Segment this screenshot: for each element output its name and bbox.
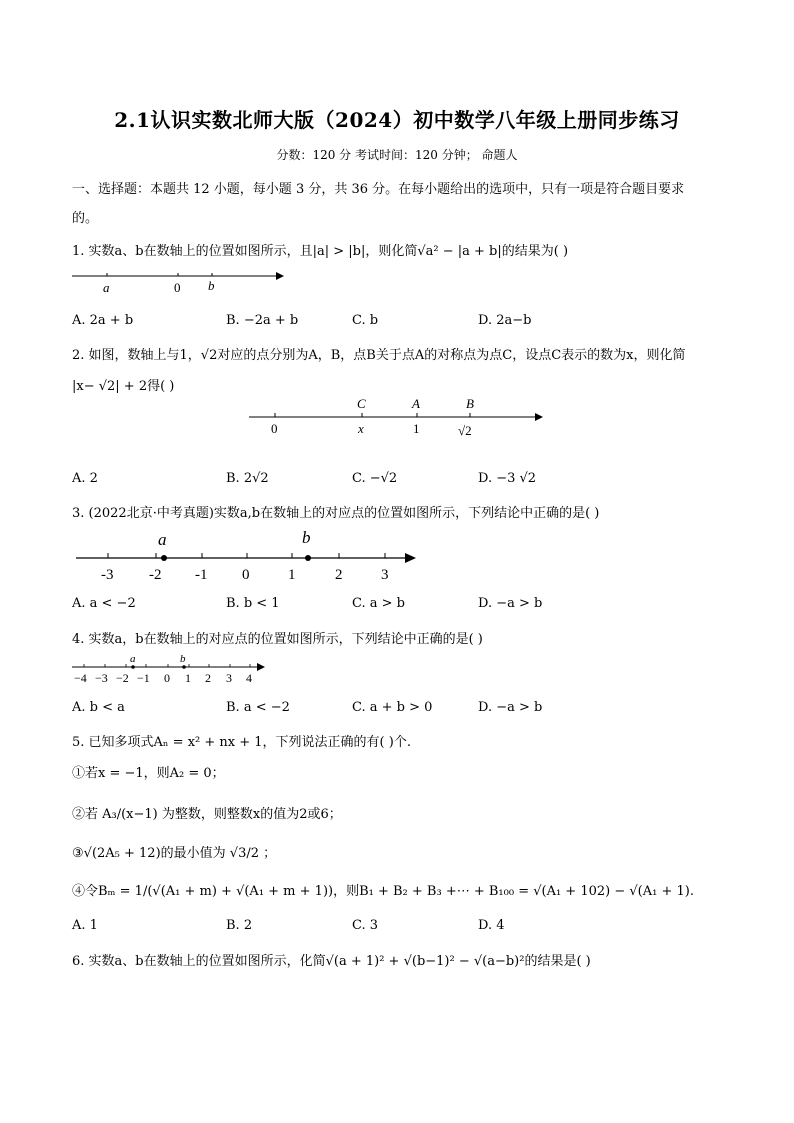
q2-label-zero: 0 [271, 421, 278, 436]
q4-number-line [70, 650, 270, 688]
q4-tick-label: −4 [74, 671, 87, 685]
q4-tick-label: 0 [164, 671, 170, 685]
q3-tick-label: 0 [242, 567, 250, 583]
q1-label-a: a [103, 280, 110, 295]
q3-number-line [72, 525, 422, 587]
q4-option-a: A. b < a [72, 700, 125, 715]
q4-option-d: D. −a > b [478, 700, 543, 715]
question-6-stem: 6. 实数a、b在数轴上的位置如图所示，化简√(a + 1)² + √(b−1)² − √(a−b)²的结果是( ) [72, 954, 591, 969]
question-1-stem: 1. 实数a、b在数轴上的位置如图所示，且|a| > |b|，则化简√a² − |a + b|的结果为( ) [72, 244, 569, 259]
q3-tick-label: 2 [335, 567, 343, 583]
q2-label-sqrt2: √2 [458, 423, 472, 438]
q5-statement-3: ③√(2A₅ + 12)的最小值为 √3/2 ； [72, 846, 277, 861]
q1-number-line [70, 266, 290, 298]
q5-option-b: B. 2 [226, 918, 253, 933]
q1-label-zero: 0 [174, 280, 181, 295]
q5-option-a: A. 1 [72, 918, 98, 933]
q4-tick-label: −1 [137, 671, 150, 685]
page-title: 2.1认识实数北师大版（2024）初中数学八年级上册同步练习 [114, 108, 680, 132]
q4-tick-label: 3 [226, 671, 232, 685]
q4-point-b: b [180, 653, 186, 665]
q2-label-b: B [466, 396, 474, 411]
q2-option-d: D. −3 √2 [478, 471, 537, 486]
q2-option-a: A. 2 [72, 471, 98, 486]
q1-option-c: C. b [352, 313, 379, 328]
q3-option-c: C. a > b [352, 596, 405, 611]
q2-option-b: B. 2√2 [226, 471, 269, 486]
q2-label-one: 1 [413, 421, 420, 436]
q1-option-d: D. 2a−b [478, 313, 532, 328]
q2-number-line [245, 395, 550, 440]
question-3-stem: 3. (2022北京·中考真题)实数a,b在数轴上的对应点的位置如图所示，下列结论中正确的是( ) [72, 506, 600, 521]
q4-tick-label: 1 [185, 671, 191, 685]
q5-statement-2: ②若 A₃/(x−1) 为整数，则整数x的值为2或6； [72, 807, 342, 822]
question-4-stem: 4. 实数a，b在数轴上的对应点的位置如图所示，下列结论中正确的是( ) [72, 632, 483, 647]
q4-option-c: C. a + b > 0 [352, 700, 433, 715]
q1-option-b: B. −2a + b [226, 313, 299, 328]
question-2-stem-cont: |x− √2| + 2得( ) [72, 379, 175, 394]
q3-option-d: D. −a > b [478, 596, 543, 611]
q3-point-b: b [302, 528, 311, 547]
q4-tick-label: 4 [246, 671, 252, 685]
q4-tick-label: −2 [116, 671, 129, 685]
question-2-stem: 2. 如图，数轴上与1，√2对应的点分别为A，B，点B关于点A的对称点为点C，设点C表示的数为x，则化简 [72, 348, 686, 363]
q5-option-c: C. 3 [352, 918, 379, 933]
q1-label-b: b [208, 278, 215, 293]
q2-label-x: x [358, 421, 364, 436]
q3-option-b: B. b < 1 [226, 596, 280, 611]
q2-label-a: A [412, 396, 420, 411]
q4-point-a: a [130, 653, 136, 665]
q4-option-b: B. a < −2 [226, 700, 290, 715]
q4-tick-label: 2 [205, 671, 211, 685]
q2-option-c: C. −√2 [352, 471, 398, 486]
section-header: 一、选择题：本题共 12 小题，每小题 3 分，共 36 分。在每小题给出的选项中，只有一项是符合题目要求 [72, 182, 685, 197]
section-header-cont: 的。 [72, 211, 99, 226]
q5-statement-1: ①若x = −1，则A₂ = 0； [72, 766, 225, 781]
question-5-stem: 5. 已知多项式Aₙ = x² + nx + 1，下列说法正确的有( )个. [72, 735, 411, 750]
q5-option-d: D. 4 [478, 918, 505, 933]
q1-option-a: A. 2a + b [72, 313, 134, 328]
q3-tick-label: -1 [195, 567, 208, 583]
q3-option-a: A. a < −2 [72, 596, 136, 611]
exam-info: 分数：120 分 考试时间：120 分钟； 命题人 [276, 148, 518, 162]
q3-tick-label: -3 [101, 567, 114, 583]
q5-statement-4: ④令Bₘ = 1/(√(A₁ + m) + √(A₁ + m + 1))，则B₁ + B₂ + B₃ +⋯ + B₁₀₀ = √(A₁ + 102) − √(A₁ + 1). [72, 884, 694, 899]
q2-label-c: C [357, 396, 366, 411]
q4-tick-label: −3 [95, 671, 108, 685]
q3-point-a: a [158, 530, 167, 549]
q3-tick-label: -2 [149, 567, 162, 583]
q3-tick-label: 1 [288, 567, 296, 583]
q3-tick-label: 3 [381, 567, 389, 583]
